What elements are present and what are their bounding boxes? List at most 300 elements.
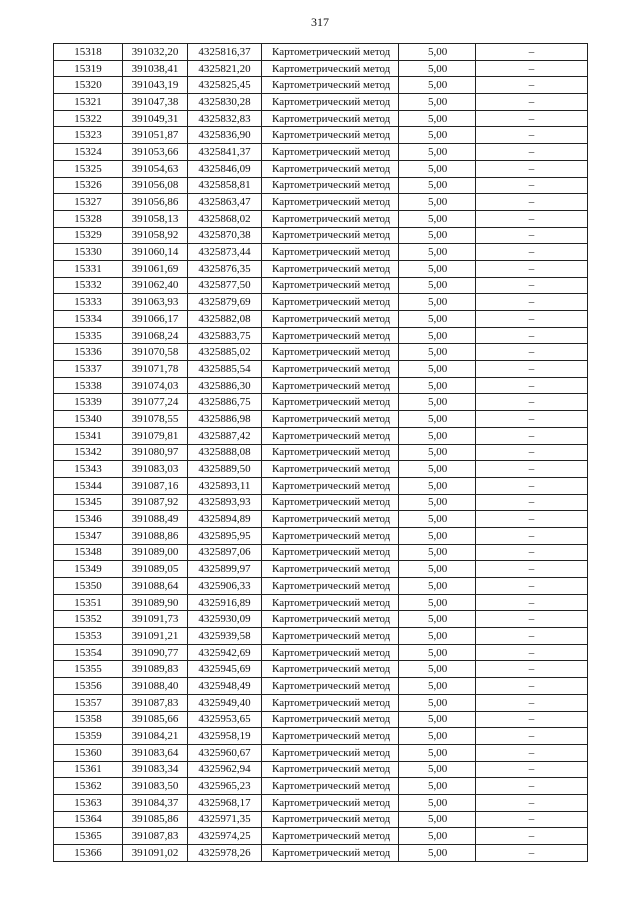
x-coordinate-cell: 391043,19 [123,77,188,94]
note-cell: – [476,611,588,628]
point-number-cell: 15330 [54,244,123,261]
point-number-cell: 15335 [54,327,123,344]
table-row [54,661,588,678]
accuracy-cell: 5,00 [399,294,476,311]
method-cell: Картометрический метод [262,94,399,111]
accuracy-cell: 5,00 [399,661,476,678]
table-row [54,427,588,444]
accuracy-cell: 5,00 [399,578,476,595]
accuracy-cell: 5,00 [399,44,476,61]
y-coordinate-cell: 4325889,50 [188,461,262,478]
note-cell: – [476,477,588,494]
method-cell: Картометрический метод [262,511,399,528]
method-cell: Картометрический метод [262,394,399,411]
point-number-cell: 15325 [54,160,123,177]
table-row [54,644,588,661]
note-cell: – [476,544,588,561]
accuracy-cell: 5,00 [399,311,476,328]
point-number-cell: 15321 [54,94,123,111]
note-cell: – [476,110,588,127]
method-cell: Картометрический метод [262,77,399,94]
point-number-cell: 15327 [54,194,123,211]
point-number-cell: 15331 [54,260,123,277]
table-row [54,494,588,511]
x-coordinate-cell: 391087,92 [123,494,188,511]
method-cell: Картометрический метод [262,377,399,394]
accuracy-cell: 5,00 [399,177,476,194]
method-cell: Картометрический метод [262,361,399,378]
method-cell: Картометрический метод [262,694,399,711]
method-cell: Картометрический метод [262,644,399,661]
point-number-cell: 15332 [54,277,123,294]
y-coordinate-cell: 4325879,69 [188,294,262,311]
method-cell: Картометрический метод [262,678,399,695]
accuracy-cell: 5,00 [399,344,476,361]
table-row [54,227,588,244]
point-number-cell: 15349 [54,561,123,578]
point-number-cell: 15362 [54,778,123,795]
y-coordinate-cell: 4325893,11 [188,477,262,494]
accuracy-cell: 5,00 [399,77,476,94]
y-coordinate-cell: 4325968,17 [188,794,262,811]
y-coordinate-cell: 4325876,35 [188,260,262,277]
method-cell: Картометрический метод [262,327,399,344]
y-coordinate-cell: 4325821,20 [188,60,262,77]
table-row [54,794,588,811]
table-row [54,377,588,394]
accuracy-cell: 5,00 [399,628,476,645]
x-coordinate-cell: 391051,87 [123,127,188,144]
accuracy-cell: 5,00 [399,778,476,795]
method-cell: Картометрический метод [262,227,399,244]
x-coordinate-cell: 391062,40 [123,277,188,294]
y-coordinate-cell: 4325978,26 [188,845,262,862]
accuracy-cell: 5,00 [399,394,476,411]
method-cell: Картометрический метод [262,544,399,561]
note-cell: – [476,344,588,361]
accuracy-cell: 5,00 [399,728,476,745]
y-coordinate-cell: 4325836,90 [188,127,262,144]
table-row [54,694,588,711]
table-row [54,77,588,94]
coordinates-table [53,43,588,862]
method-cell: Картометрический метод [262,144,399,161]
method-cell: Картометрический метод [262,728,399,745]
table-row [54,277,588,294]
table-row [54,678,588,695]
y-coordinate-cell: 4325841,37 [188,144,262,161]
point-number-cell: 15351 [54,594,123,611]
accuracy-cell: 5,00 [399,210,476,227]
point-number-cell: 15342 [54,444,123,461]
x-coordinate-cell: 391089,00 [123,544,188,561]
method-cell: Картометрический метод [262,444,399,461]
note-cell: – [476,244,588,261]
x-coordinate-cell: 391084,37 [123,794,188,811]
x-coordinate-cell: 391066,17 [123,311,188,328]
point-number-cell: 15358 [54,711,123,728]
x-coordinate-cell: 391088,64 [123,578,188,595]
y-coordinate-cell: 4325949,40 [188,694,262,711]
x-coordinate-cell: 391068,24 [123,327,188,344]
method-cell: Картометрический метод [262,845,399,862]
note-cell: – [476,527,588,544]
y-coordinate-cell: 4325945,69 [188,661,262,678]
x-coordinate-cell: 391088,49 [123,511,188,528]
method-cell: Картометрический метод [262,628,399,645]
accuracy-cell: 5,00 [399,544,476,561]
accuracy-cell: 5,00 [399,828,476,845]
point-number-cell: 15322 [54,110,123,127]
x-coordinate-cell: 391083,34 [123,761,188,778]
note-cell: – [476,77,588,94]
method-cell: Картометрический метод [262,811,399,828]
note-cell: – [476,461,588,478]
table-row [54,94,588,111]
x-coordinate-cell: 391083,64 [123,744,188,761]
x-coordinate-cell: 391049,31 [123,110,188,127]
y-coordinate-cell: 4325883,75 [188,327,262,344]
point-number-cell: 15344 [54,477,123,494]
accuracy-cell: 5,00 [399,194,476,211]
accuracy-cell: 5,00 [399,527,476,544]
accuracy-cell: 5,00 [399,811,476,828]
method-cell: Картометрический метод [262,561,399,578]
method-cell: Картометрический метод [262,110,399,127]
point-number-cell: 15346 [54,511,123,528]
x-coordinate-cell: 391085,66 [123,711,188,728]
table-row [54,811,588,828]
table-row [54,444,588,461]
accuracy-cell: 5,00 [399,110,476,127]
method-cell: Картометрический метод [262,210,399,227]
point-number-cell: 15339 [54,394,123,411]
table-row [54,628,588,645]
table-row [54,544,588,561]
point-number-cell: 15353 [54,628,123,645]
y-coordinate-cell: 4325870,38 [188,227,262,244]
method-cell: Картометрический метод [262,761,399,778]
note-cell: – [476,811,588,828]
point-number-cell: 15340 [54,411,123,428]
x-coordinate-cell: 391063,93 [123,294,188,311]
accuracy-cell: 5,00 [399,461,476,478]
accuracy-cell: 5,00 [399,761,476,778]
table-row [54,527,588,544]
note-cell: – [476,194,588,211]
y-coordinate-cell: 4325958,19 [188,728,262,745]
coordinates-table-body [54,44,588,862]
method-cell: Картометрический метод [262,828,399,845]
x-coordinate-cell: 391090,77 [123,644,188,661]
point-number-cell: 15319 [54,60,123,77]
note-cell: – [476,44,588,61]
note-cell: – [476,711,588,728]
method-cell: Картометрический метод [262,60,399,77]
y-coordinate-cell: 4325942,69 [188,644,262,661]
note-cell: – [476,444,588,461]
table-row [54,828,588,845]
point-number-cell: 15356 [54,678,123,695]
x-coordinate-cell: 391077,24 [123,394,188,411]
method-cell: Картометрический метод [262,477,399,494]
note-cell: – [476,678,588,695]
x-coordinate-cell: 391056,08 [123,177,188,194]
point-number-cell: 15360 [54,744,123,761]
y-coordinate-cell: 4325962,94 [188,761,262,778]
x-coordinate-cell: 391071,78 [123,361,188,378]
note-cell: – [476,394,588,411]
method-cell: Картометрический метод [262,461,399,478]
y-coordinate-cell: 4325868,02 [188,210,262,227]
method-cell: Картометрический метод [262,311,399,328]
method-cell: Картометрический метод [262,160,399,177]
method-cell: Картометрический метод [262,778,399,795]
accuracy-cell: 5,00 [399,511,476,528]
note-cell: – [476,694,588,711]
x-coordinate-cell: 391087,83 [123,694,188,711]
method-cell: Картометрический метод [262,527,399,544]
x-coordinate-cell: 391060,14 [123,244,188,261]
y-coordinate-cell: 4325888,08 [188,444,262,461]
y-coordinate-cell: 4325863,47 [188,194,262,211]
accuracy-cell: 5,00 [399,594,476,611]
point-number-cell: 15347 [54,527,123,544]
point-number-cell: 15361 [54,761,123,778]
table-row [54,244,588,261]
method-cell: Картометрический метод [262,494,399,511]
note-cell: – [476,227,588,244]
y-coordinate-cell: 4325846,09 [188,160,262,177]
y-coordinate-cell: 4325939,58 [188,628,262,645]
note-cell: – [476,361,588,378]
accuracy-cell: 5,00 [399,427,476,444]
x-coordinate-cell: 391032,20 [123,44,188,61]
accuracy-cell: 5,00 [399,644,476,661]
table-row [54,194,588,211]
note-cell: – [476,628,588,645]
y-coordinate-cell: 4325960,67 [188,744,262,761]
x-coordinate-cell: 391038,41 [123,60,188,77]
note-cell: – [476,327,588,344]
y-coordinate-cell: 4325974,25 [188,828,262,845]
method-cell: Картометрический метод [262,794,399,811]
y-coordinate-cell: 4325897,06 [188,544,262,561]
accuracy-cell: 5,00 [399,711,476,728]
x-coordinate-cell: 391091,73 [123,611,188,628]
table-row [54,160,588,177]
point-number-cell: 15323 [54,127,123,144]
x-coordinate-cell: 391053,66 [123,144,188,161]
y-coordinate-cell: 4325887,42 [188,427,262,444]
y-coordinate-cell: 4325971,35 [188,811,262,828]
point-number-cell: 15334 [54,311,123,328]
table-row [54,127,588,144]
point-number-cell: 15337 [54,361,123,378]
y-coordinate-cell: 4325816,37 [188,44,262,61]
point-number-cell: 15318 [54,44,123,61]
table-row [54,594,588,611]
point-number-cell: 15320 [54,77,123,94]
accuracy-cell: 5,00 [399,227,476,244]
point-number-cell: 15328 [54,210,123,227]
table-row [54,361,588,378]
accuracy-cell: 5,00 [399,94,476,111]
table-row [54,411,588,428]
y-coordinate-cell: 4325948,49 [188,678,262,695]
y-coordinate-cell: 4325877,50 [188,277,262,294]
method-cell: Картометрический метод [262,177,399,194]
y-coordinate-cell: 4325930,09 [188,611,262,628]
x-coordinate-cell: 391070,58 [123,344,188,361]
y-coordinate-cell: 4325953,65 [188,711,262,728]
accuracy-cell: 5,00 [399,561,476,578]
point-number-cell: 15350 [54,578,123,595]
point-number-cell: 15355 [54,661,123,678]
accuracy-cell: 5,00 [399,361,476,378]
note-cell: – [476,778,588,795]
accuracy-cell: 5,00 [399,60,476,77]
point-number-cell: 15326 [54,177,123,194]
point-number-cell: 15357 [54,694,123,711]
note-cell: – [476,728,588,745]
method-cell: Картометрический метод [262,711,399,728]
point-number-cell: 15345 [54,494,123,511]
accuracy-cell: 5,00 [399,678,476,695]
note-cell: – [476,761,588,778]
table-row [54,144,588,161]
note-cell: – [476,644,588,661]
note-cell: – [476,578,588,595]
note-cell: – [476,94,588,111]
y-coordinate-cell: 4325830,28 [188,94,262,111]
note-cell: – [476,794,588,811]
note-cell: – [476,561,588,578]
note-cell: – [476,60,588,77]
method-cell: Картометрический метод [262,294,399,311]
x-coordinate-cell: 391083,50 [123,778,188,795]
x-coordinate-cell: 391091,21 [123,628,188,645]
note-cell: – [476,294,588,311]
accuracy-cell: 5,00 [399,327,476,344]
method-cell: Картометрический метод [262,578,399,595]
accuracy-cell: 5,00 [399,244,476,261]
table-row [54,611,588,628]
point-number-cell: 15329 [54,227,123,244]
table-row [54,394,588,411]
point-number-cell: 15365 [54,828,123,845]
point-number-cell: 15333 [54,294,123,311]
x-coordinate-cell: 391061,69 [123,260,188,277]
point-number-cell: 15366 [54,845,123,862]
accuracy-cell: 5,00 [399,494,476,511]
point-number-cell: 15348 [54,544,123,561]
x-coordinate-cell: 391091,02 [123,845,188,862]
x-coordinate-cell: 391084,21 [123,728,188,745]
method-cell: Картометрический метод [262,277,399,294]
accuracy-cell: 5,00 [399,845,476,862]
method-cell: Картометрический метод [262,344,399,361]
method-cell: Картометрический метод [262,744,399,761]
table-row [54,761,588,778]
point-number-cell: 15352 [54,611,123,628]
x-coordinate-cell: 391047,38 [123,94,188,111]
note-cell: – [476,427,588,444]
note-cell: – [476,511,588,528]
table-row [54,561,588,578]
point-number-cell: 15359 [54,728,123,745]
note-cell: – [476,411,588,428]
y-coordinate-cell: 4325916,89 [188,594,262,611]
y-coordinate-cell: 4325886,75 [188,394,262,411]
accuracy-cell: 5,00 [399,127,476,144]
x-coordinate-cell: 391058,13 [123,210,188,227]
note-cell: – [476,144,588,161]
y-coordinate-cell: 4325899,97 [188,561,262,578]
accuracy-cell: 5,00 [399,277,476,294]
point-number-cell: 15336 [54,344,123,361]
point-number-cell: 15363 [54,794,123,811]
x-coordinate-cell: 391088,86 [123,527,188,544]
y-coordinate-cell: 4325873,44 [188,244,262,261]
note-cell: – [476,277,588,294]
y-coordinate-cell: 4325832,83 [188,110,262,127]
point-number-cell: 15341 [54,427,123,444]
method-cell: Картометрический метод [262,427,399,444]
x-coordinate-cell: 391083,03 [123,461,188,478]
note-cell: – [476,377,588,394]
x-coordinate-cell: 391089,90 [123,594,188,611]
accuracy-cell: 5,00 [399,794,476,811]
x-coordinate-cell: 391058,92 [123,227,188,244]
table-row [54,344,588,361]
note-cell: – [476,494,588,511]
note-cell: – [476,210,588,227]
note-cell: – [476,845,588,862]
note-cell: – [476,828,588,845]
table-row [54,744,588,761]
x-coordinate-cell: 391079,81 [123,427,188,444]
note-cell: – [476,160,588,177]
table-row [54,711,588,728]
point-number-cell: 15354 [54,644,123,661]
note-cell: – [476,127,588,144]
x-coordinate-cell: 391089,83 [123,661,188,678]
y-coordinate-cell: 4325886,30 [188,377,262,394]
table-row [54,294,588,311]
note-cell: – [476,311,588,328]
accuracy-cell: 5,00 [399,611,476,628]
accuracy-cell: 5,00 [399,444,476,461]
accuracy-cell: 5,00 [399,260,476,277]
note-cell: – [476,260,588,277]
x-coordinate-cell: 391087,16 [123,477,188,494]
y-coordinate-cell: 4325895,95 [188,527,262,544]
point-number-cell: 15364 [54,811,123,828]
y-coordinate-cell: 4325825,45 [188,77,262,94]
method-cell: Картометрический метод [262,260,399,277]
y-coordinate-cell: 4325882,08 [188,311,262,328]
point-number-cell: 15343 [54,461,123,478]
table-row [54,845,588,862]
method-cell: Картометрический метод [262,594,399,611]
accuracy-cell: 5,00 [399,160,476,177]
y-coordinate-cell: 4325906,33 [188,578,262,595]
table-row [54,728,588,745]
x-coordinate-cell: 391087,83 [123,828,188,845]
table-row [54,461,588,478]
method-cell: Картометрический метод [262,611,399,628]
